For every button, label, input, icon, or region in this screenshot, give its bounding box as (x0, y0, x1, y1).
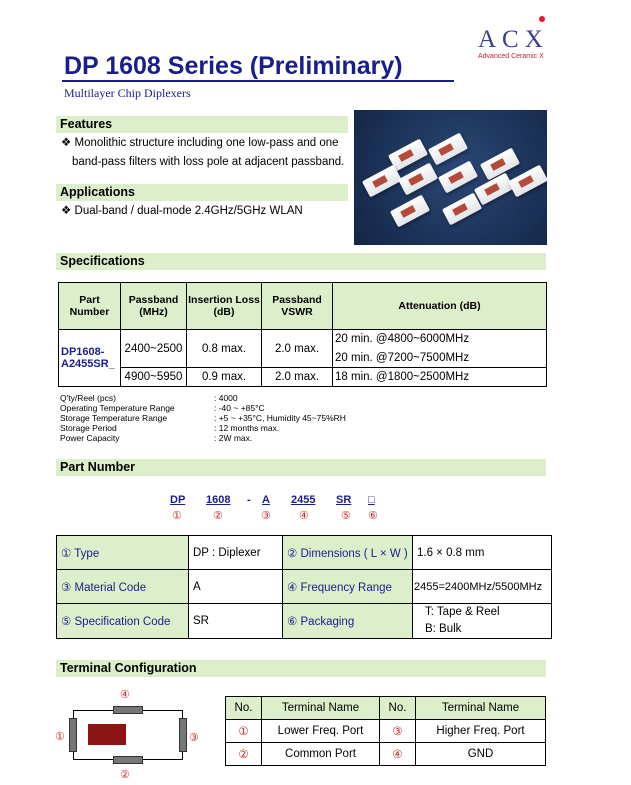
condition-value: : 12 months max. (214, 423, 280, 433)
condition-label: Q'ty/Reel (pcs) (60, 393, 116, 403)
spec-code-value: SR (189, 604, 283, 639)
code-packaging: □ (368, 494, 375, 506)
type-value: DP : Diplexer (189, 536, 283, 570)
terminal-no: ① (226, 720, 262, 743)
col-header: Insertion Loss (dB) (187, 283, 262, 330)
condition-value: : -40 ~ +85°C (214, 403, 265, 413)
attenuation-cell: 18 min. @1800~2500MHz (333, 368, 547, 387)
pin-label-bottom: ② (120, 769, 130, 781)
packaging-bulk: B: Bulk (425, 623, 462, 635)
col-header: Passband VSWR (262, 283, 333, 330)
features-text (61, 134, 344, 172)
condition-value: : +5 ~ +35°C, Humidity 45~75%RH (214, 413, 346, 423)
code-index: ⑤ (341, 510, 351, 522)
applications-text (61, 202, 303, 221)
code-material: A (262, 494, 270, 506)
code-dash: - (247, 494, 251, 506)
code-spec: SR (336, 494, 352, 506)
features-line-2: band-pass filters with loss pole at adjacent passband. (72, 156, 345, 168)
bullet-icon: ❖ (61, 205, 72, 217)
col-header: Part Number (59, 283, 121, 330)
pad-right (179, 718, 187, 752)
chip-image (428, 133, 468, 166)
pad-bottom (113, 756, 143, 764)
col-header: Passband (MHz) (121, 283, 187, 330)
title-underline (62, 80, 454, 82)
pad-left (69, 718, 77, 752)
packaging-value (413, 604, 552, 639)
terminal-name: Common Port (262, 743, 380, 766)
type-label: ① Type (57, 536, 189, 570)
condition-label: Operating Temperature Range (60, 403, 175, 413)
terminal-no: ② (226, 743, 262, 766)
terminal-name: Lower Freq. Port (262, 720, 380, 743)
chip-image (438, 161, 478, 194)
applications-heading: Applications (56, 184, 348, 201)
chip-marking (88, 724, 126, 745)
col-header: No. (226, 697, 262, 720)
part-number-heading: Part Number (56, 459, 546, 476)
applications-line-1: Dual-band / dual-mode 2.4GHz/5GHz WLAN (74, 205, 303, 217)
vswr-cell: 2.0 max. (262, 368, 333, 387)
attenuation-cell: 20 min. @7200~7500MHz (333, 349, 547, 368)
chip-image (390, 195, 430, 228)
part-number-table (56, 535, 552, 639)
insertion-loss-cell: 0.9 max. (187, 368, 262, 387)
code-type: DP (170, 494, 186, 506)
col-header: Terminal Name (262, 697, 380, 720)
code-index: ④ (299, 510, 309, 522)
terminal-name: Higher Freq. Port (416, 720, 546, 743)
col-header: Attenuation (dB) (333, 283, 547, 330)
terminal-name: GND (416, 743, 546, 766)
frequency-label: ④ Frequency Range (283, 570, 413, 604)
terminal-no: ④ (380, 743, 416, 766)
col-header: No. (380, 697, 416, 720)
code-frequency: 2455 (291, 494, 316, 506)
page-subtitle: Multilayer Chip Diplexers (64, 86, 191, 100)
frequency-value: 2455=2400MHz/5500MHz (413, 570, 552, 604)
dimensions-value: 1.6 × 0.8 mm (413, 536, 552, 570)
chip-image (442, 193, 482, 226)
page-title: DP 1608 Series (Preliminary) (64, 52, 403, 80)
code-index-row (172, 509, 388, 523)
insertion-loss-cell: 0.8 max. (187, 330, 262, 368)
chip-image (398, 163, 438, 196)
terminal-no: ③ (380, 720, 416, 743)
material-label: ③ Material Code (57, 570, 189, 604)
features-line-1: Monolithic structure including one low-pass and one (74, 137, 339, 149)
code-index: ① (172, 510, 182, 522)
code-index: ③ (261, 510, 271, 522)
packaging-label: ⑥ Packaging (283, 604, 413, 639)
code-index: ② (213, 510, 223, 522)
specifications-heading: Specifications (56, 253, 546, 270)
pin-label-right: ③ (189, 732, 199, 744)
terminal-diagram (55, 688, 215, 783)
dimensions-label: ② Dimensions ( L × W ) (283, 536, 413, 570)
vswr-cell: 2.0 max. (262, 330, 333, 368)
code-index: ⑥ (368, 510, 378, 522)
bullet-icon: ❖ (61, 137, 72, 149)
features-heading: Features (56, 116, 348, 133)
pin-label-left: ① (55, 731, 65, 743)
specifications-table (58, 282, 547, 387)
conditions-list (60, 393, 346, 443)
logo-text: ACX (478, 26, 549, 53)
condition-label: Storage Period (60, 423, 117, 433)
part-number-cell: DP1608-A2455SR_ (59, 330, 121, 387)
condition-value: : 4000 (214, 393, 238, 403)
packaging-tape: T: Tape & Reel (425, 606, 500, 618)
product-photo (354, 110, 547, 245)
chip-image (508, 165, 547, 198)
col-header: Terminal Name (416, 697, 546, 720)
code-dimension: 1608 (206, 494, 231, 506)
part-code (170, 494, 386, 508)
condition-label: Storage Temperature Range (60, 413, 168, 423)
attenuation-cell: 20 min. @4800~6000MHz (333, 330, 547, 349)
spec-code-label: ⑤ Specification Code (57, 604, 189, 639)
condition-label: Power Capacity (60, 433, 120, 443)
chip-image (474, 173, 514, 206)
pin-label-top: ④ (120, 689, 130, 701)
logo-dot (539, 16, 545, 22)
passband-cell: 2400~2500 (121, 330, 187, 368)
pad-top (113, 706, 143, 714)
material-value: A (189, 570, 283, 604)
condition-value: : 2W max. (214, 433, 253, 443)
terminal-heading: Terminal Configuration (56, 660, 546, 677)
terminal-table (225, 696, 546, 766)
passband-cell: 4900~5950 (121, 368, 187, 387)
logo-subtitle: Advanced Ceramic X (478, 53, 544, 60)
chip-image (362, 165, 402, 198)
acx-logo (478, 26, 568, 62)
